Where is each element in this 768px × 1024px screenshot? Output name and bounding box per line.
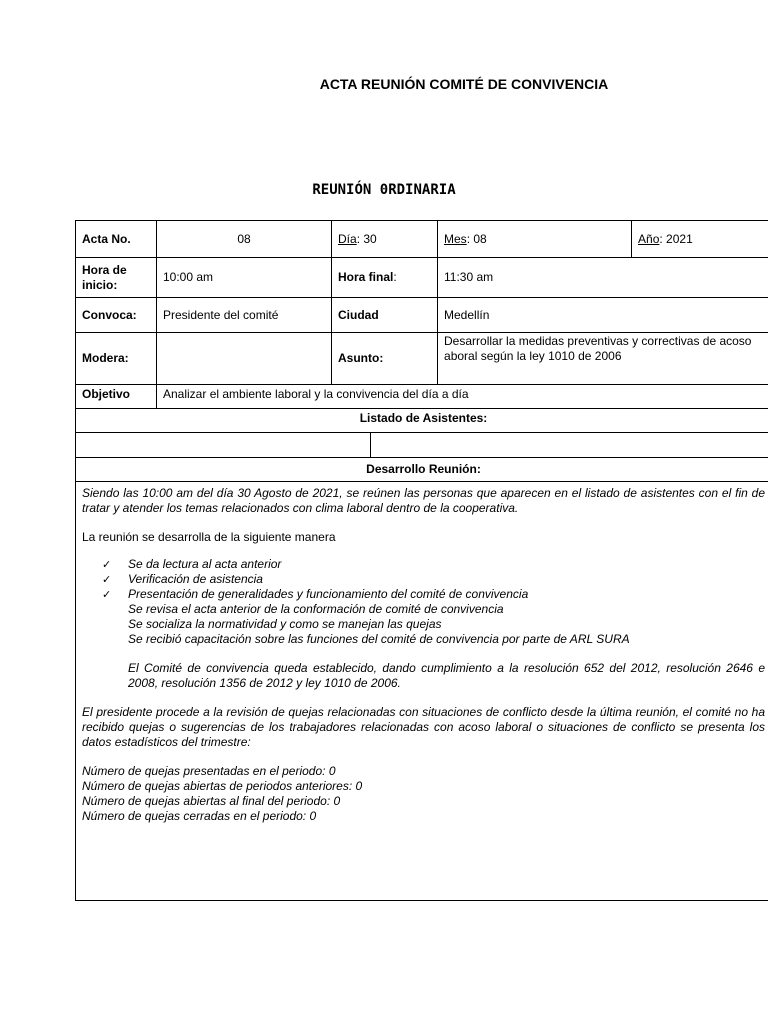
acta-table [75,220,768,901]
acta-no-value: 08 [157,221,332,258]
list-item: Se recibió capacitación sobre las funciones del comité de convivencia por parte de ARL SURA [128,632,630,646]
ciudad-value: Medellín [438,298,768,333]
acta-no-label: Acta No. [76,221,157,258]
anio-value: : 2021 [659,231,693,246]
intro-paragraph: Siendo las 10:00 am del día 30 Agosto de 2021, se reúnen las personas que aparecen en el listado de asistentes con el fin de tratar y atender los temas relacionados con clima laboral dentro de la cooperativa. [82,486,766,515]
presidente-paragraph: El presidente procede a la revisión de quejas relacionadas con situaciones de conflicto desde la última reunión, el comité no ha recibido quejas o sugerencias de los trabajadores relacionadas con acoso laboral o situaciones de conflicto se presenta los datos estadísticos del trimestre: [82,705,766,749]
asistentes-row [76,433,768,458]
quejas-item: Número de quejas presentadas en el periodo: 0 [82,764,336,778]
list-item: ✓ Verificación de asistencia [102,572,765,587]
dia-cell [332,221,438,258]
asistentes-header: Listado de Asistentes: [76,409,768,433]
quejas-item: Número de quejas abiertas al final del periodo: 0 [82,794,341,808]
ciudad-label: Ciudad [332,298,438,333]
list-item: Se revisa el acta anterior de la conformación de comité de convivencia [128,602,504,616]
desarrollo-header: Desarrollo Reunión: [76,458,768,482]
asunto-value: Desarrollar la medidas preventivas y correctivas de acoso aboral según la ley 1010 de 2006 [438,333,768,385]
mes-cell [438,221,632,258]
convoca-value: Presidente del comité [157,298,332,333]
list-item: Se socializa la normatividad y como se manejan las quejas [128,617,442,631]
hora-final-cell [332,258,438,298]
asunto-label: Asunto: [332,333,438,385]
hora-inicio-value: 10:00 am [157,258,332,298]
manera-text: La reunión se desarrolla de la siguiente manera [82,530,336,544]
hora-final-colon: : [393,270,397,284]
objetivo-value: Analizar el ambiente laboral y la convivencia del día a día [157,385,768,409]
mes-value: : 08 [466,231,487,246]
list-item: ✓ Presentación de generalidades y funcionamiento del comité de convivencia [102,587,765,602]
list-item: ✓ Se da lectura al acta anterior [102,557,765,572]
quejas-item: Número de quejas abiertas de periodos anteriores: 0 [82,779,363,793]
hora-inicio-label: Hora de inicio: [76,258,157,298]
modera-label: Modera: [76,333,157,385]
document-title: ACTA REUNIÓN COMITÉ DE CONVIVENCIA [319,76,609,92]
quejas-item: Número de quejas cerradas en el periodo: 0 [82,809,317,823]
desarrollo-body [76,482,768,901]
comite-paragraph: El Comité de convivencia queda establecido, dando cumplimiento a la resolución 652 del 2012, resolución 2646 e 2008, resolución 1356 de 2012 y ley 1010 de 2006. [128,661,766,690]
hora-final-label: Hora final [338,270,394,284]
hora-final-value: 11:30 am [438,258,768,298]
asistentes-col-left [76,433,371,457]
modera-value [157,333,332,385]
objetivo-label: Objetivo [76,385,157,409]
mes-label: Mes [444,231,467,246]
anio-label: Año [638,231,660,246]
convoca-label: Convoca: [76,298,157,333]
anio-cell [632,221,768,258]
dia-value: : 30 [356,231,377,246]
agenda-list [102,557,765,647]
dia-label: Día [338,231,357,246]
quejas-list [82,764,765,824]
meeting-type-title: REUNIÓN 0RDINARIA [312,182,456,198]
